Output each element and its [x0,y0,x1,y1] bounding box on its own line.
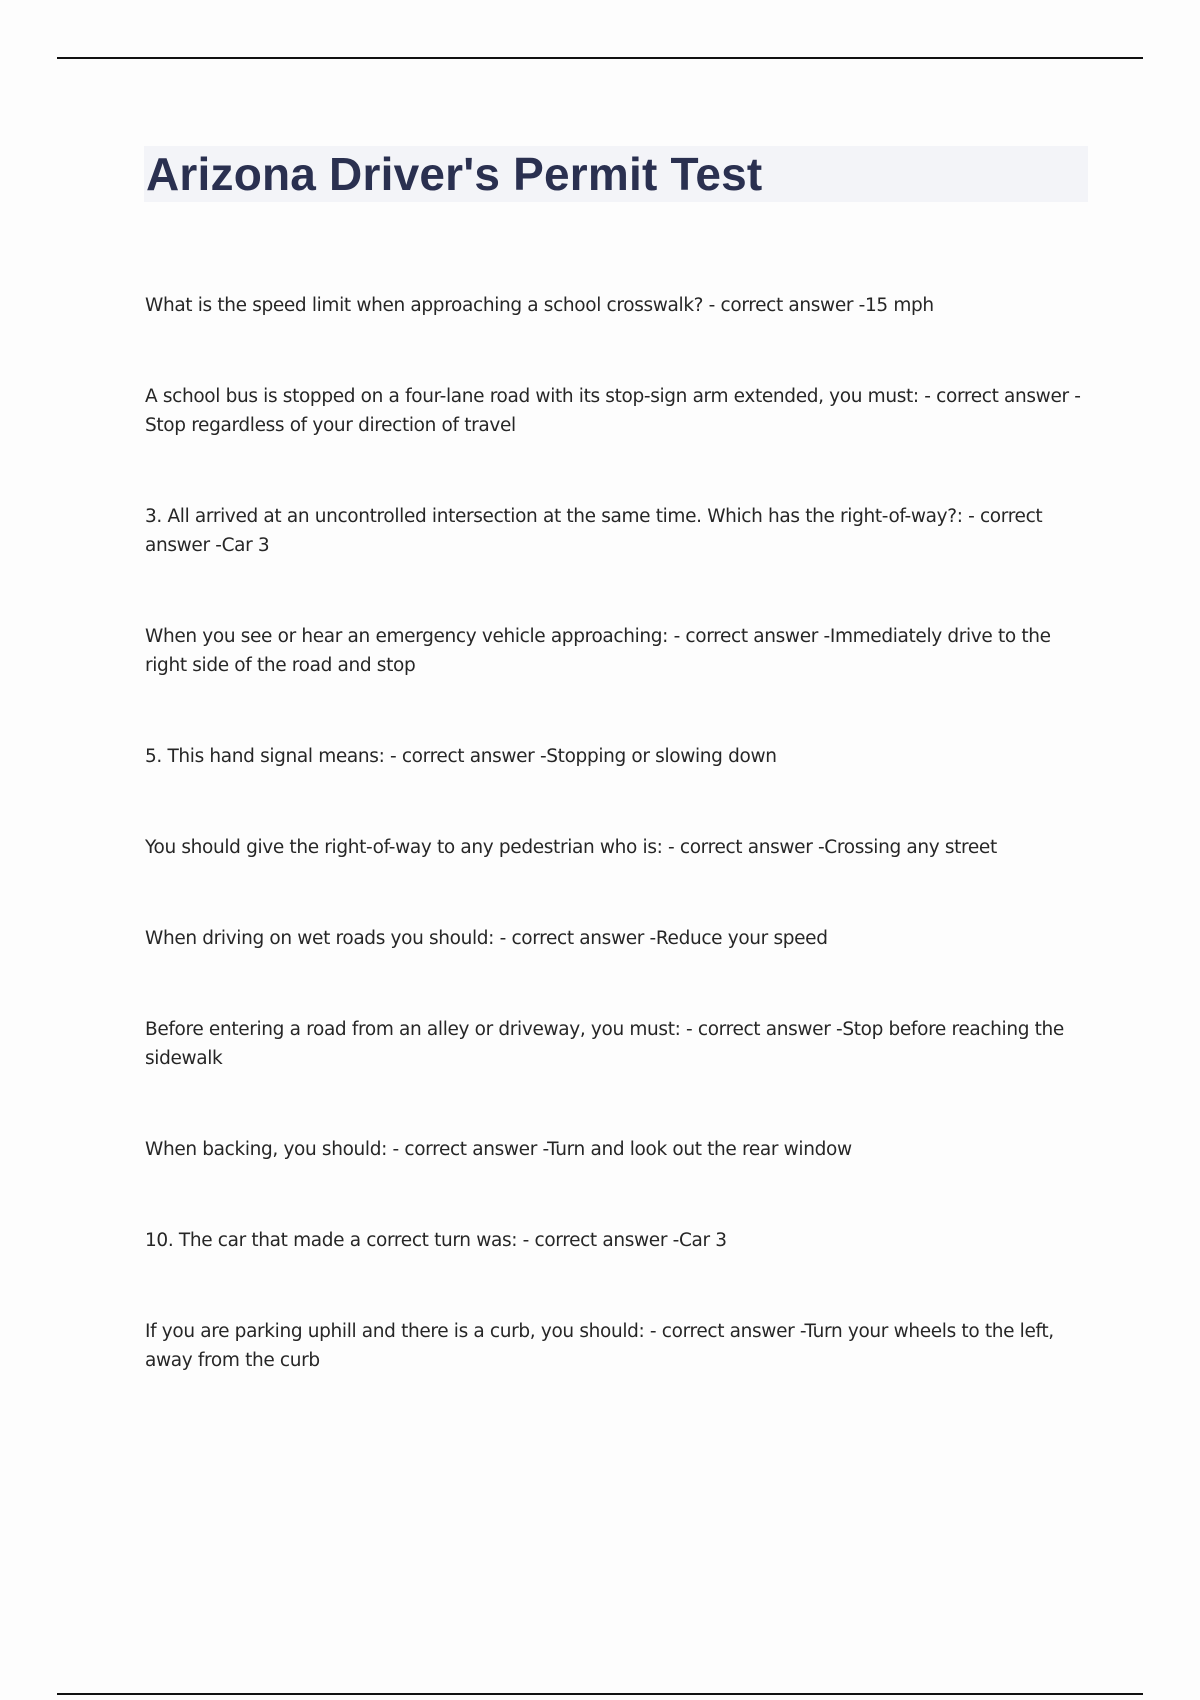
qa-item-7: When driving on wet roads you should: - correct answer -Reduce your speed [145,928,828,949]
document-title: Arizona Driver's Permit Test [146,148,763,200]
question-answer-list [145,291,1090,1437]
qa-item-1: What is the speed limit when approaching a school crosswalk? - correct answer -15 mph [145,295,934,316]
header-rule [57,57,1143,59]
footer-rule [57,1693,1143,1695]
qa-item-6: You should give the right-of-way to any pedestrian who is: - correct answer -Crossing any street [145,837,997,858]
qa-item-9: When backing, you should: - correct answer -Turn and look out the rear window [145,1139,852,1160]
qa-item-10: 10. The car that made a correct turn was: - correct answer -Car 3 [145,1230,727,1251]
qa-item-2: A school bus is stopped on a four-lane road with its stop-sign arm extended, you must: - correct answer -Stop regardless of your direction of travel [145,386,1081,436]
qa-item-8: Before entering a road from an alley or driveway, you must: - correct answer -Stop before reaching the sidewalk [145,1019,1064,1069]
qa-item-11: If you are parking uphill and there is a curb, you should: - correct answer -Turn your wheels to the left, away from the curb [145,1321,1054,1371]
title-banner [144,146,1088,202]
qa-item-3: 3. All arrived at an uncontrolled intersection at the same time. Which has the right-of-way?: - correct answer -Car 3 [145,506,1043,556]
qa-item-5: 5. This hand signal means: - correct answer -Stopping or slowing down [145,746,777,767]
qa-item-4: When you see or hear an emergency vehicle approaching: - correct answer -Immediately drive to the right side of the road and stop [145,626,1051,676]
